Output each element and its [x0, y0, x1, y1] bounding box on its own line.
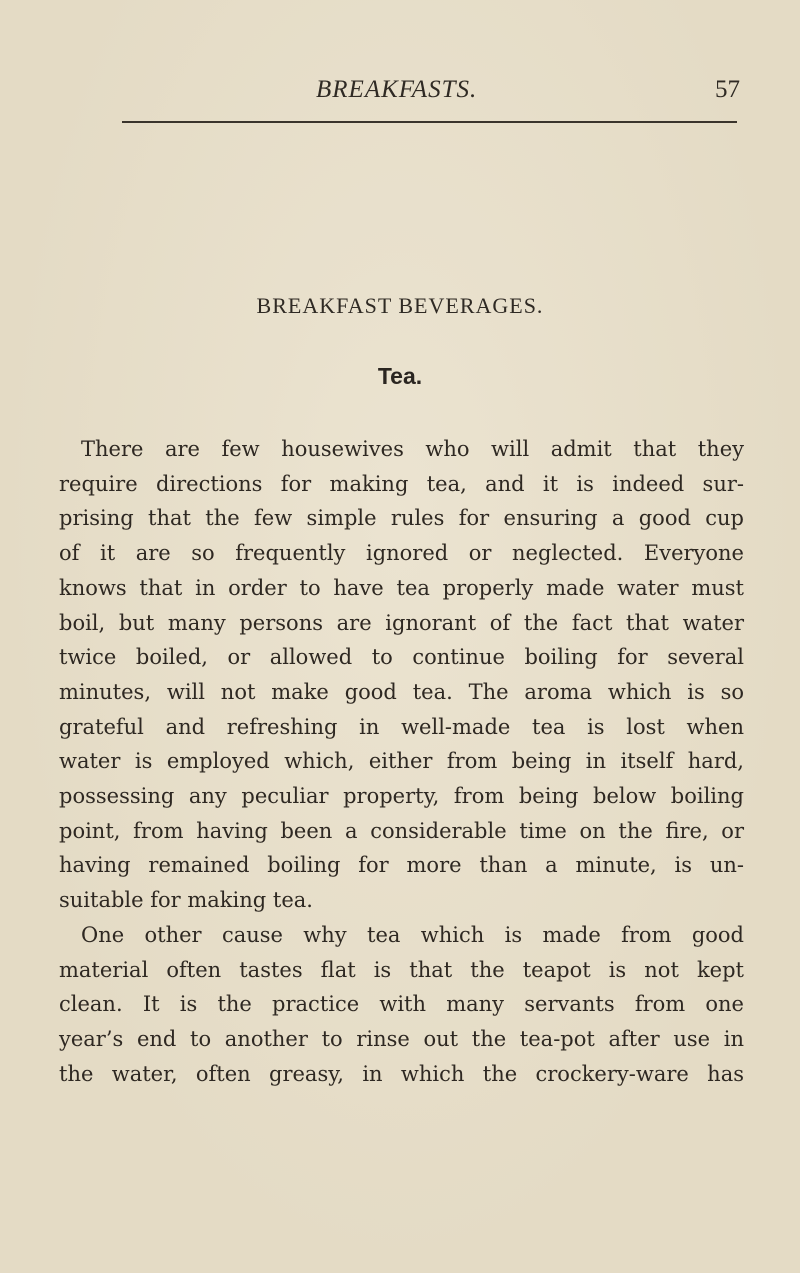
page-number: 57 [715, 76, 740, 103]
text-line: One other cause why tea which is made from good [81, 922, 744, 947]
text-line: water is employed which, either from being in itself hard, [59, 749, 744, 774]
running-head [120, 76, 740, 110]
header-rule [122, 121, 737, 123]
paragraph-1 [59, 432, 744, 918]
section-subtitle: Tea. [377, 363, 423, 389]
text-line: clean. It is the practice with many servants from one [59, 992, 744, 1017]
text-line: suitable for making tea. [59, 888, 313, 913]
text-line: boil, but many persons are ignorant of the fact that water [59, 610, 744, 635]
text-line: of it are so frequently ignored or neglected. Everyone [59, 541, 744, 566]
text-line: possessing any peculiar property, from being below boiling [59, 784, 744, 809]
paragraph-2 [59, 918, 744, 1092]
section-title: BREAKFAST BEVERAGES. [256, 293, 544, 318]
text-line: There are few housewives who will admit that they [81, 437, 744, 461]
text-line: material often tastes flat is that the teapot is not kept [59, 957, 744, 982]
running-title: BREAKFASTS. [316, 76, 478, 103]
text-line: twice boiled, or allowed to continue boiling for several [59, 645, 744, 670]
text-line: point, from having been a considerable time on the fire, or [59, 818, 744, 843]
text-line: require directions for making tea, and it is indeed sur- [59, 471, 744, 496]
body-text [59, 432, 744, 1091]
text-line: minutes, will not make good tea. The aroma which is so [59, 679, 744, 704]
text-line: knows that in order to have tea properly made water must [59, 575, 744, 600]
text-line: prising that the few simple rules for ensuring a good cup [59, 506, 744, 531]
text-line: having remained boiling for more than a minute, is un- [59, 853, 744, 878]
text-line: grateful and refreshing in well-made tea is lost when [59, 714, 744, 739]
text-line: the water, often greasy, in which the crockery-ware has [59, 1061, 744, 1086]
text-line: year’s end to another to rinse out the tea-pot after use in [59, 1026, 744, 1051]
